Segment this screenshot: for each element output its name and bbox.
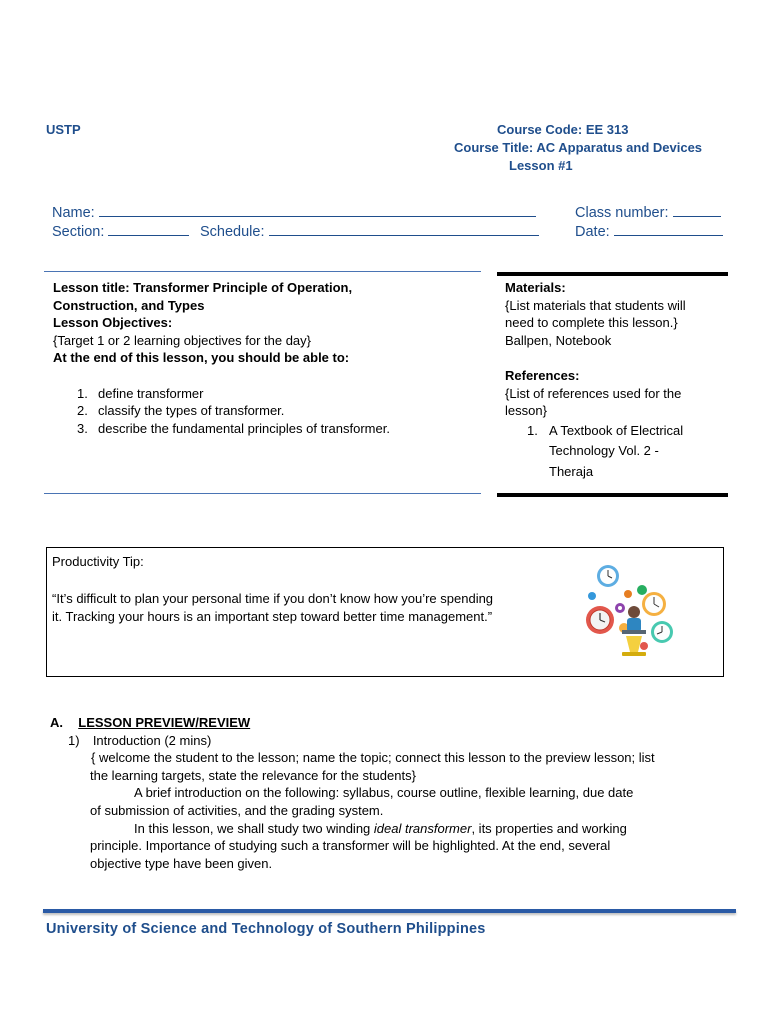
- objective-item: 2. classify the types of transformer.: [77, 403, 285, 419]
- class-number-field[interactable]: [575, 204, 721, 221]
- intro-item-num: 1): [68, 732, 80, 748]
- objectives-note: {Target 1 or 2 learning objectives for the day}: [53, 332, 311, 348]
- schedule-field[interactable]: [200, 223, 539, 240]
- section-a-letter: A.: [50, 715, 63, 730]
- materials-panel: [505, 279, 727, 482]
- schedule-label: Schedule:: [200, 224, 265, 240]
- objective-item: 1. define transformer: [77, 385, 204, 401]
- lesson-title-line1: Lesson title: Transformer Principle of Operation,: [53, 280, 353, 295]
- gear-icon: [586, 606, 614, 634]
- footer-university-name: University of Science and Technology of Southern Philippines: [46, 921, 486, 937]
- objectives-label: Lesson Objectives:: [53, 315, 173, 331]
- name-blank[interactable]: [99, 204, 536, 217]
- references-label: References:: [505, 367, 580, 383]
- school-abbrev: USTP: [46, 122, 81, 137]
- intro-para1-line1: A brief introduction on the following: syllabus, course outline, flexible learning, due date: [134, 785, 634, 801]
- lesson-top-rule: [44, 271, 481, 272]
- objective-item: 3. describe the fundamental principles of transformer.: [77, 420, 390, 436]
- class-number-label: Class number:: [575, 205, 669, 221]
- reference-item: 1. A Textbook of Electrical Technology Vol. 2 - Theraja: [527, 422, 684, 479]
- productivity-quote: “It’s difficult to plan your personal time if you don’t know how you’re spending it. Tracking your hours is an important step toward better time management.”: [52, 591, 494, 624]
- materials-note-line1: {List materials that students will: [505, 297, 686, 313]
- objectives-list: [53, 385, 478, 438]
- date-blank[interactable]: [614, 223, 723, 236]
- section-blank[interactable]: [108, 223, 189, 236]
- lesson-bottom-rule: [44, 493, 481, 494]
- intro-para2-line1: In this lesson, we shall study two winding ideal transformer, its properties and working: [134, 820, 627, 836]
- intro-item: [50, 732, 740, 750]
- materials-top-rule: [497, 272, 728, 276]
- section-a-title: LESSON PREVIEW/REVIEW: [78, 715, 251, 730]
- intro-note-line1: { welcome the student to the lesson; name the topic; connect this lesson to the preview lesson; list: [91, 750, 655, 766]
- section-field[interactable]: [52, 223, 189, 240]
- section-a-heading: [50, 714, 740, 732]
- intro-para2-line2: principle. Importance of studying such a transformer will be highlighted. At the end, several: [90, 838, 611, 854]
- productivity-label: Productivity Tip:: [52, 554, 144, 569]
- clock-icon: [597, 565, 619, 587]
- section-label: Section:: [52, 224, 105, 240]
- materials-items: Ballpen, Notebook: [505, 332, 612, 348]
- intro-note-line2: the learning targets, state the relevance for the students}: [90, 767, 416, 783]
- intro-item-title: Introduction (2 mins): [92, 732, 212, 748]
- materials-label: Materials:: [505, 280, 566, 295]
- materials-note-line2: need to complete this lesson.}: [505, 315, 678, 331]
- class-number-blank[interactable]: [673, 204, 721, 217]
- course-code: Course Code: EE 313: [497, 122, 629, 137]
- ideal-transformer-term: ideal transformer: [373, 820, 472, 836]
- section-a: [50, 714, 740, 872]
- materials-bottom-rule: [497, 493, 728, 497]
- references-note-line2: lesson}: [505, 403, 547, 419]
- intro-para2-line3: objective type have been given.: [90, 855, 273, 871]
- end-statement: At the end of this lesson, you should be able to:: [53, 350, 350, 366]
- lesson-title-line2: Construction, and Types: [53, 297, 205, 313]
- references-note-line1: {List of references used for the: [505, 385, 682, 401]
- course-title: Course Title: AC Apparatus and Devices: [454, 140, 703, 155]
- date-label: Date:: [575, 224, 610, 240]
- name-label: Name:: [52, 205, 95, 221]
- intro-para1-line2: of submission of activities, and the grading system.: [90, 802, 384, 818]
- date-field[interactable]: [575, 223, 723, 240]
- lesson-panel: [53, 279, 478, 437]
- footer-rule: [43, 909, 736, 913]
- lesson-number: Lesson #1: [509, 158, 573, 173]
- name-field[interactable]: [52, 204, 536, 221]
- schedule-blank[interactable]: [269, 223, 539, 236]
- time-management-illustration-icon: [578, 560, 690, 668]
